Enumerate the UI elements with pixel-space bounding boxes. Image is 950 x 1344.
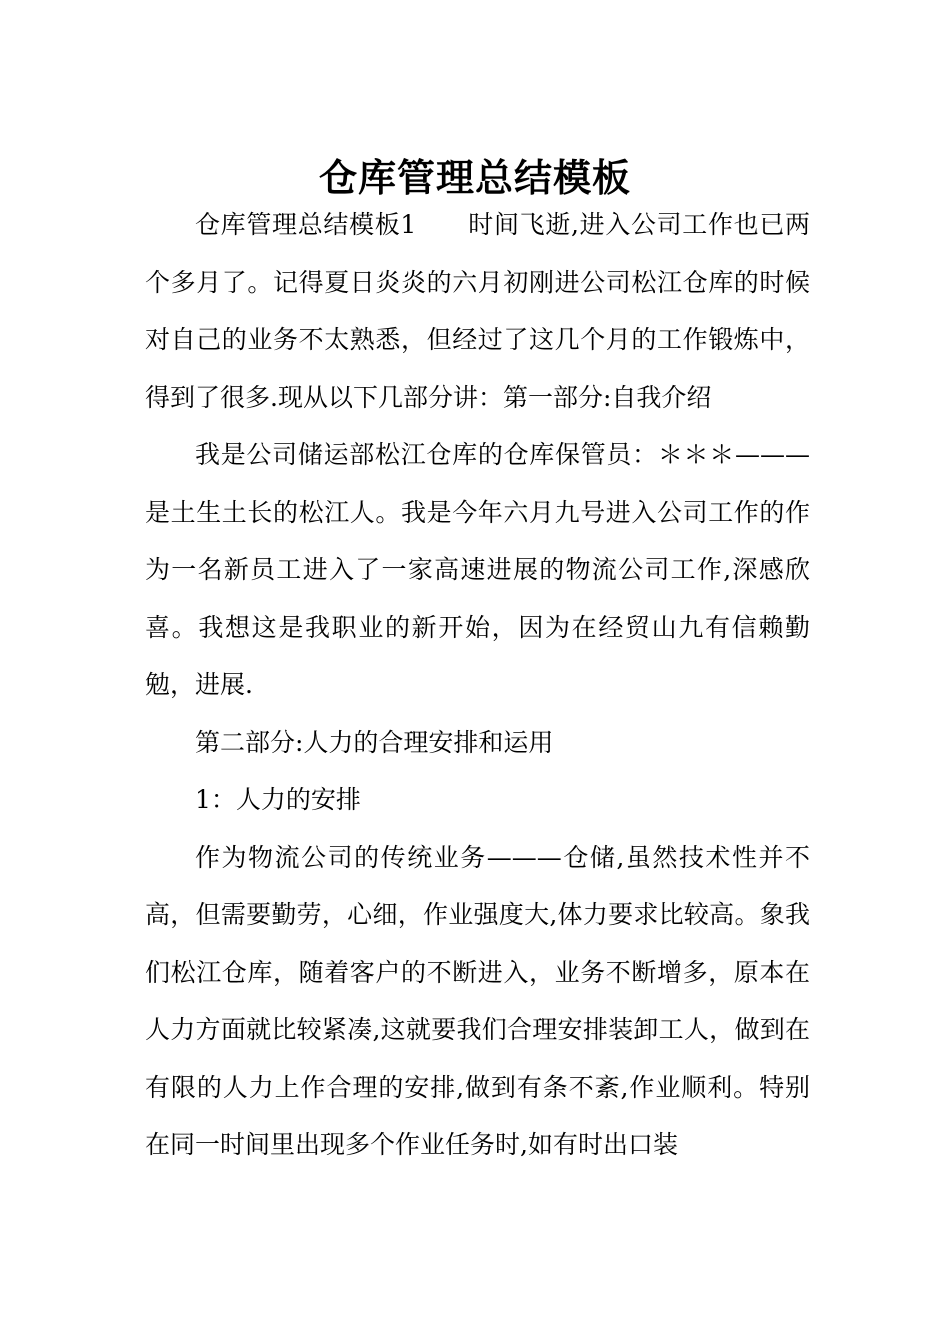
document-body	[145, 196, 810, 1174]
paragraph-self-introduction: 我是公司储运部松江仓库的仓库保管员：＊＊＊———是土生土长的松江人。我是今年六月九号进入公司工作的作为一名新员工进入了一家高速进展的物流公司工作,深感欣喜。我想这是我职业的新开始，因为在经贸山九有信赖勤勉，进展.	[145, 440, 810, 699]
subsection-heading-staffing: 1：人力的安排	[195, 785, 361, 814]
paragraph-staffing: 作为物流公司的传统业务———仓储,虽然技术性并不高，但需要勤劳，心细，作业强度大,体力要求比较高。象我们松江仓库，随着客户的不断进入，业务不断增多，原本在人力方面就比较紧凑,这就要我们合理安排装卸工人，做到在有限的人力上作合理的安排,做到有条不紊,作业顺利。特别在同一时间里出现多个作业任务时,如有时出口装	[145, 842, 810, 1159]
document-title: 仓库管理总结模板	[318, 155, 631, 201]
paragraph-intro: 仓库管理总结模板1 时间飞逝,进入公司工作也已两个多月了。记得夏日炎炎的六月初刚进公司松江仓库的时候对自己的业务不太熟悉，但经过了这几个月的工作锻炼中，得到了很多.现从以下几部分讲：第一部分:自我介绍	[145, 210, 810, 412]
section-heading-part-two: 第二部分:人力的合理安排和运用	[195, 727, 554, 757]
